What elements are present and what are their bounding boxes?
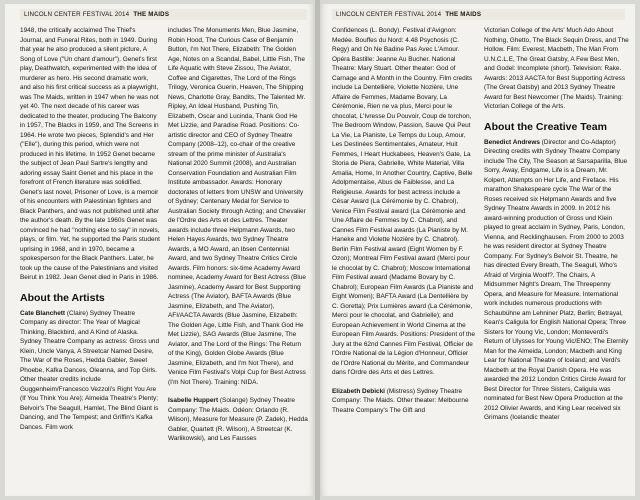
right-column-2 (484, 26, 629, 490)
artist-name: Cate Blanchett (20, 309, 66, 317)
bio-continued: Confidences (L. Bondy). Festival d'Avignon: Medée. Bouffes du Nord: 4.48 Psychosis (C. Regy) and On Ne Badine Pas Avec L'Amour. Opéra Bastille: Jeanne Au Bucher. National Theatre: Mary Stuart. Other theater: God of Carnage and A Month in the Country. Film credits include La Dentellière, Violette Nozière, Une Affaire de Femmes, Madame Bovary, La Cérémonie, Rien ne va plus, Merci pour le chocolat, L'Ivresse Du Pouvoir, Coup de torchon, The Bedroom Window, Passion, Sauve Qui Peut La Vie, La Pianiste, Le Temps du Loup, Amour, Les Destinées Sentimentales, Amateur, Huit Femmes, I Heart Huckabees, Heaven's Gate, La Storia de Piera, Gabrielle, White Material, Villa Amalia, Home, In Another Country, Captive, Belle Adolpmentaise, Abus de Faiblesse, and La Religieuse. Awards for best actress include a César Award (La Cérémonie by C. Chabrol), Venice Film Festival award (La Cérémonie and Une Affaire de Femmes by C. Chabrol), and Cannes Film Festival awards (La Pianiste by M. Haneke and Violette Nozière by C. Chabrol). Berlin Film Festival award (Eight Women by F. Ozon); Montreal Film Festival award (Merci pour le chocolat by C. Chabrol); Moscow International Film Festival award (Madame Bovary by C. Chabrol); European Film Awards (La Pianiste and Eight Women); BAFTA Award (La Dentellière by C. Goretta); Prix Lumières award (La Cérémonie, Merci pour le chocolat, and Gabrielle); and European Achievement in World Cinema at the European Film Awards. Positions: President of the Jury at the 62nd Cannes Film Festival, Officier de l'Ordre National de la Légion d'Honneur, Officier de l'Ordre National du Mérite, and Commandeur dans l'Ordre des Arts et des Lettres. (332, 27, 476, 376)
left-page (5, 4, 315, 496)
genet-bio-paragraph: 1948, the critically acclaimed The Thief's Journal, and Funeral Rites, both in 1949. During that year he also produced a silent picture, A Song of Love ("Un chant d'amour"). Genet's first play, Deathwatch, experimented with the idea of murderer as hero. His second dramatic work, and also his first critical success as a playwright, was The Maids, written in 1947 when he was not yet 40. The next decade of his career was dedicated to the theater, producing The Balcony in 1957, The Blacks in 1959, and The Screens in 1964. He wrote two pieces, Splendid's and Her ("Elle"), during this period, which were not produced in his lifetime. In 1952 Genet became the subject of Jean Paul Sartre's lengthy and adoring essay Saint Genet and his place in the forefront of French literature was solidified. Genet's last novel, Prisoner of Love, is a memoir of his encounters with Palestinian fighters and Black Panthers, and was not published until after the author's death. By the late 1960s Genet was convinced he had "nothing else to say" in novels, plays, or film. Yet, he supported the Paris student uprising in 1968, and in 1970, became a spokesperson for the Black Panthers. Later, he took up the cause of the Palestinians and visited Beirut in 1982. Jean Genet died in Paris in 1986. (20, 27, 160, 281)
festival-label: LINCOLN CENTER FESTIVAL 2014 (24, 11, 130, 18)
left-column-1 (20, 26, 160, 490)
bio-continued: Victorian College of the Arts' Much Ado About Nothing, Ghetto, The Black Sequin Dress, and The Hollow. Film: Everest, Macbeth, The Man From U.N.C.L.E, The Great Gatsby, A Few Best Men, and Godel: Incomplete (short). Television: Rake. Awards: 2013 AACTA for Best Supporting Actress (The Great Gatsby) and 2013 Sydney Theatre Award for Best Newcomer (The Maids). Training: Victorian College of the Arts. (484, 27, 629, 110)
bio-text: (Director and Co-Adaptor) Directing credits with Sydney Theatre Company include The City, The Season at Sarsaparilla, Blue Sorry, Away, Endgame, Life is a Dream, Mr. Kolpert, Attempts on Her Life, and Fireface. His marathon Shakespeare cycle The War of the Roses received six Helpmann Awards and five Sydney Theatre Awards in 2009. In 2012 his award-winning production of Gross und Klein played to great acclaim in Sydney, Paris, London, Vienna, and Recklinghausen. From 2000 to 2003 he was resident director at Sydney Theatre Company. For Sydney's Belvoir St. Theatre, he has directed Every Breath, The Seagull, Who's Afraid of Virginia Woolf?, The Chairs, A Midsummer Night's Dream, The Threepenny Opera, and Measure for Measure. International work includes numerous productions with Schaubühne am Lehniner Platz, Berlin; Betrayal, Kean's Caligula for English National Opera; Three Sisters for Young Vic, London; Monteverdi's Return of Ulysses for Young Vic/ENO; The Eternity Man for the Almeida, London; Macbeth and King Lear for National Theatre of Iceland; and Verdi's Macbeth at the Royal Danish Opera. He was awarded the 2012 London Critics Circle Award for Best Director for Three Sisters, Caligula was nominated for Best New Opera Production at the 2012 Olivier Awards, and King Lear received six Grimans (Icelandic theater (484, 138, 629, 421)
bio-text: (Solange) Sydney Theatre Company: The Maids. Odéon: Orlando (R. Wilson), Measure for Measure (P. Zadek), Hedda Gabler, Quartett (R. Wilson), A Streetcar (K. Warlikowski), and Les Fausses (168, 397, 308, 442)
show-title: THE MAIDS (445, 11, 482, 18)
section-heading-artists: About the Artists (20, 291, 105, 304)
page-header (20, 9, 307, 20)
show-title: THE MAIDS (133, 11, 170, 18)
artist-name: Isabelle Huppert (168, 397, 219, 404)
festival-label: LINCOLN CENTER FESTIVAL 2014 (336, 11, 442, 18)
bio-text: (Mistress) Sydney Theatre Company: The Maids. Other theater: Melbourne Theatre Company's The Gift and (332, 387, 469, 414)
right-column-1 (332, 26, 476, 490)
section-heading-creative-team: About the Creative Team (484, 120, 607, 133)
bio-continued: includes The Monuments Men, Blue Jasmine, Robin Hood, The Curious Case of Benjamin Button, I'm Not There, Elizabeth: The Golden Age, Notes on a Scandal, Babel, Little Fish, The Life Aquatic with Steve Zissou, The Aviator, Coffee and Cigarettes, The Lord of the Rings Trilogy, Veronica Guerin, Heaven, The Shipping News, Charlotte Gray, Bandits, The Talented Mr. Ripley, An Ideal Husband, Pushing Tin, Elizabeth, Oscar and Lucinda, Thank God He Met Lizzie, and Paradise Road. Positions: Co-artistic director and CEO of Sydney Theatre Company (2008–12), co-chair of the creative stream of the prime minister of Australia's National 2020 Summit (2008), and Australian Conservation Foundation and Australian Film Institute ambassador. Awards: Honorary doctorates of letters from UNSW and University of Sydney; Centenary Medal for Service to Australian Society through Acting; and Chevalier de l'Ordre des Arts et des Lettres. Theater awards include three Helpmann Awards, two Helen Hayes Awards, two Sydney Theatre Awards, a MO Award, an Ibsen Centennial Award, and two Sydney Theatre Critics Circle Awards. Film honors: six-time Academy Award nominee, Academy Award for Best Actress (Blue Jasmine), Academy Award for Best Supporting Actress (The Aviator), BAFTA Awards (Blue Jasmine, Elizabeth, and The Aviator), AFI/AACTA Awards (Blue Jasmine, Elizabeth: The Golden Age, Little Fish, and Thank God He Met Lizzie), SAG Awards (Blue Jasmine, The Aviator, and The Lord of the Rings: The Return of the King), Golden Globe Awards (Blue Jasmine, Elizabeth, and I'm Not There), and Venice Film Festival's Volpi Cup for Best Actress (I'm Not There). Training: NIDA. (168, 27, 306, 386)
left-column-2 (168, 26, 308, 490)
artist-name: Benedict Andrews (484, 138, 540, 146)
bio-huppert (168, 396, 308, 444)
bio-debicki (332, 387, 476, 416)
bio-blanchett (20, 309, 160, 433)
bio-text: (Claire) Sydney Theatre Company as director: The Year of Magical Thinking, Blackbird, and A Kind of Alaska. Sydney Theatre Company as actress: Gross und Klein, Uncle Vanya, A Streetcar Named Desire, The War of the Roses, Hedda Gabler, Sweet Phoebe, Kafka Dances, Oleanna, and Top Girls. Other theater credits include Guggenheim/Francesco Vezzoli's Right You Are (If You Think You Are); Almeida Theatre's Plenty; Belvoir's The Seagull, Hamlet, The Blind Giant is Dancing, and The Tempest; and Griffin's Kafka Dances. Film work (20, 309, 160, 431)
artist-name: Elizabeth Debicki (332, 387, 385, 395)
right-page (320, 4, 635, 496)
bio-andrews (484, 138, 629, 423)
page-header (332, 9, 625, 20)
